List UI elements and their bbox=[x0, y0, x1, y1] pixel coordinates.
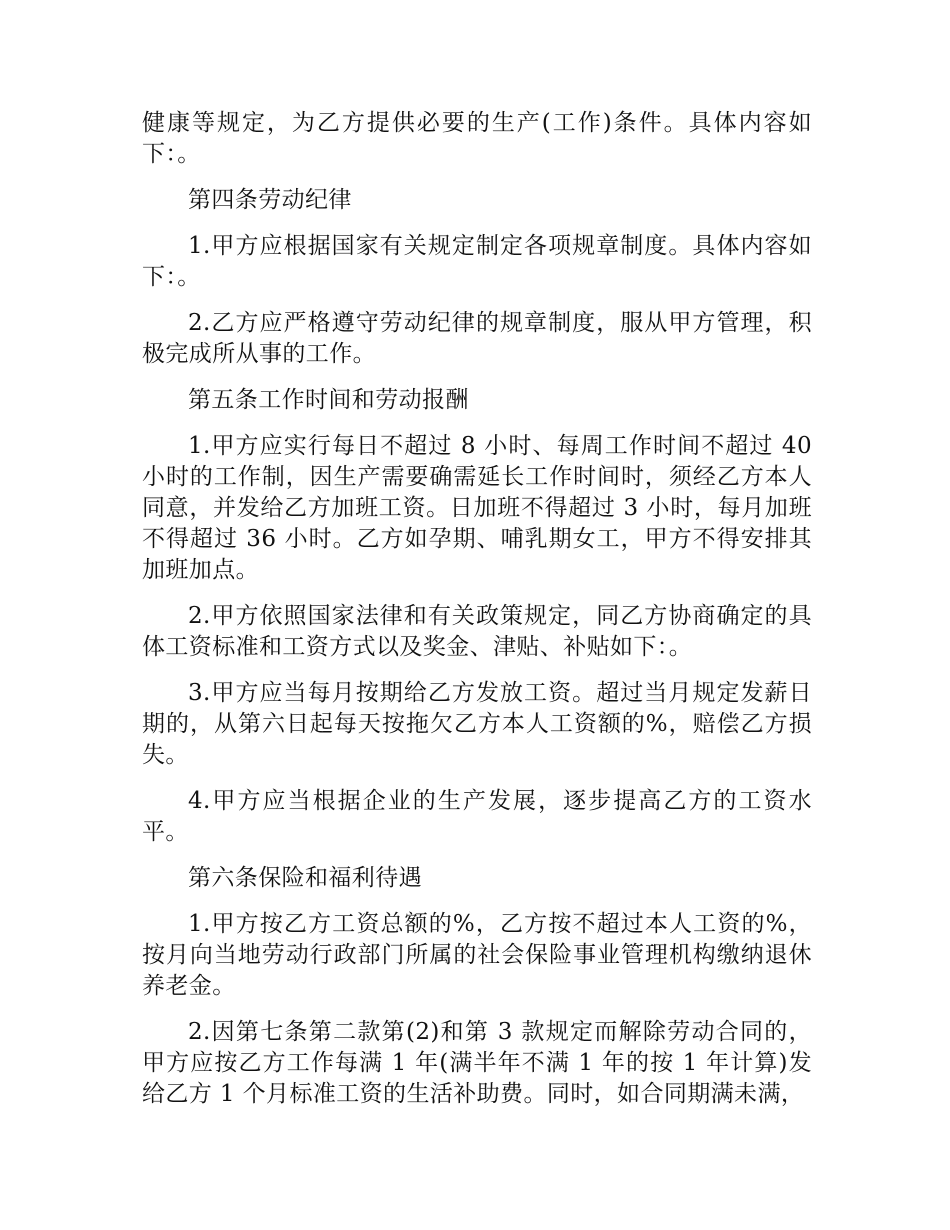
paragraph: 2.乙方应严格遵守劳动纪律的规章制度，服从甲方管理，积极完成所从事的工作。 bbox=[142, 310, 812, 367]
paragraph: 4.甲方应当根据企业的生产发展，逐步提高乙方的工资水平。 bbox=[142, 788, 812, 845]
section-heading: 第四条劳动纪律 bbox=[188, 187, 352, 213]
paragraph: 2.因第七条第二款第(2)和第 3 款规定而解除劳动合同的，甲方应按乙方工作每满 1 年(满半年不满 1 年的按 1 年计算)发给乙方 1 个月标准工资的生活补助费。同时，如合同期满未满， bbox=[142, 1019, 812, 1107]
paragraph: 1.甲方应根据国家有关规定制定各项规章制度。具体内容如下：。 bbox=[142, 233, 812, 290]
paragraph: 1.甲方应实行每日不超过 8 小时、每周工作时间不超过 40 小时的工作制，因生产需要确需延长工作时间时，须经乙方本人同意，并发给乙方加班工资。日加班不得超过 3 小时，每月加班不得超过 36 小时。乙方如孕期、哺乳期女工，甲方不得安排其加班加点。 bbox=[142, 433, 812, 583]
paragraph: 3.甲方应当每月按期给乙方发放工资。超过当月规定发薪日期的，从第六日起每天按拖欠乙方本人工资额的%，赔偿乙方损失。 bbox=[142, 680, 812, 768]
paragraph: 1.甲方按乙方工资总额的%，乙方按不超过本人工资的%，按月向当地劳动行政部门所属的社会保险事业管理机构缴纳退休养老金。 bbox=[142, 911, 812, 999]
section-heading: 第六条保险和福利待遇 bbox=[188, 865, 422, 891]
section-heading: 第五条工作时间和劳动报酬 bbox=[188, 387, 469, 413]
paragraph: 2.甲方依照国家法律和有关政策规定，同乙方协商确定的具体工资标准和工资方式以及奖金、津贴、补贴如下：。 bbox=[142, 603, 812, 660]
paragraph: 健康等规定，为乙方提供必要的生产(工作)条件。具体内容如下：。 bbox=[142, 110, 812, 167]
document-page bbox=[142, 108, 812, 1125]
